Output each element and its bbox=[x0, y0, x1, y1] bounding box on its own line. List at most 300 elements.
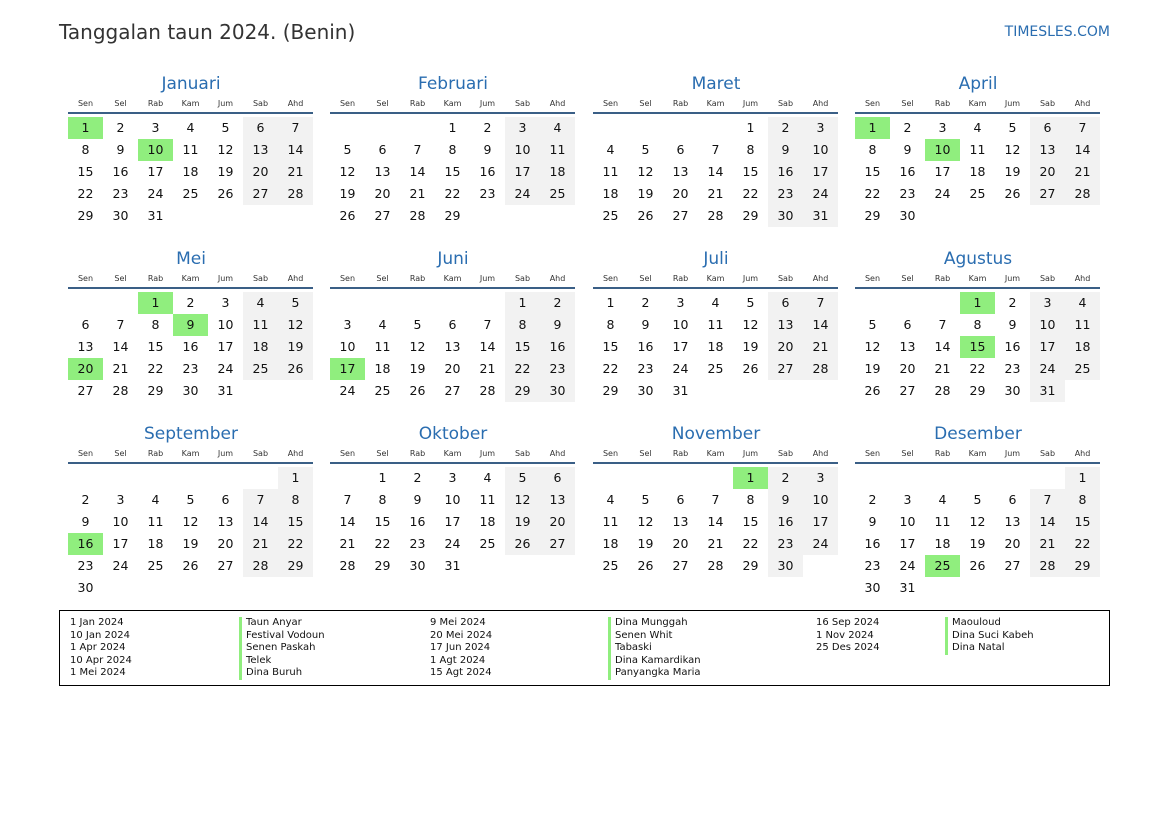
day-cell: 5 bbox=[221, 120, 230, 135]
month-name: Januari bbox=[161, 74, 221, 94]
day-cell: 8 bbox=[151, 317, 160, 332]
weekday-label: Sab bbox=[777, 274, 794, 283]
day-cell: 14 bbox=[339, 514, 356, 529]
day-cell: 15 bbox=[864, 164, 881, 179]
day-cell: 8 bbox=[81, 142, 90, 157]
day-cell: 26 bbox=[409, 383, 426, 398]
day-cell: 21 bbox=[243, 533, 278, 555]
day-cell: 28 bbox=[479, 383, 496, 398]
day-cell: 24 bbox=[899, 558, 916, 573]
day-cell: 30 bbox=[864, 580, 881, 595]
month-divider bbox=[68, 287, 313, 289]
day-cell: 12 bbox=[409, 339, 426, 354]
day-cell: 9 bbox=[868, 514, 877, 529]
weekday-label: Ahd bbox=[287, 449, 304, 458]
day-cell: 8 bbox=[1065, 489, 1100, 511]
day-cell: 29 bbox=[969, 383, 986, 398]
day-cell: 23 bbox=[112, 186, 129, 201]
day-cell: 17 bbox=[803, 161, 838, 183]
day-cell: 29 bbox=[864, 208, 881, 223]
holiday-name: Tabaski bbox=[608, 642, 701, 655]
weekday-label: Rab bbox=[934, 449, 951, 458]
empty-cell bbox=[103, 292, 138, 314]
day-cell: 8 bbox=[278, 489, 313, 511]
month-divider bbox=[593, 112, 838, 114]
month-name: Juli bbox=[703, 249, 729, 269]
day-cell: 19 bbox=[969, 536, 986, 551]
day-cell: 16 bbox=[540, 336, 575, 358]
day-cell: 23 bbox=[182, 361, 199, 376]
day-cell: 29 bbox=[444, 208, 461, 223]
day-cell: 1 bbox=[746, 120, 755, 135]
holiday-date: 16 Sep 2024 bbox=[816, 617, 880, 628]
empty-cell bbox=[400, 292, 435, 314]
day-cell: 11 bbox=[602, 514, 619, 529]
day-grid bbox=[68, 117, 314, 227]
day-cell: 11 bbox=[934, 514, 951, 529]
weekday-label: Sab bbox=[514, 449, 531, 458]
day-cell: 4 bbox=[540, 117, 575, 139]
day-cell: 10 bbox=[444, 492, 461, 507]
weekday-header bbox=[593, 97, 839, 110]
month-name: Juni bbox=[437, 249, 469, 269]
weekday-label: Ahd bbox=[549, 99, 566, 108]
day-cell: 1 bbox=[505, 292, 540, 314]
empty-cell bbox=[365, 117, 400, 139]
weekday-label: Sab bbox=[777, 99, 794, 108]
day-cell: 11 bbox=[147, 514, 164, 529]
weekday-header bbox=[330, 447, 576, 460]
month-desember bbox=[855, 422, 1101, 599]
holiday-name: Dina Kamardikan bbox=[608, 655, 701, 668]
day-cell: 5 bbox=[413, 317, 422, 332]
day-cell: 24 bbox=[803, 183, 838, 205]
day-cell: 10 bbox=[339, 339, 356, 354]
holiday-name: Taun Anyar bbox=[239, 617, 325, 630]
day-cell: 20 bbox=[217, 536, 234, 551]
day-cell: 2 bbox=[483, 120, 492, 135]
day-cell: 6 bbox=[243, 117, 278, 139]
weekday-label: Ahd bbox=[287, 274, 304, 283]
day-cell: 11 bbox=[182, 142, 199, 157]
day-cell: 30 bbox=[540, 380, 575, 402]
day-cell: 27 bbox=[77, 383, 94, 398]
month-divider bbox=[855, 462, 1100, 464]
holiday-day-cell: 15 bbox=[960, 336, 995, 358]
day-cell: 18 bbox=[602, 536, 619, 551]
empty-cell bbox=[890, 292, 925, 314]
day-cell: 21 bbox=[934, 361, 951, 376]
day-cell: 22 bbox=[742, 186, 759, 201]
day-cell: 10 bbox=[505, 139, 540, 161]
day-cell: 21 bbox=[409, 186, 426, 201]
day-cell: 26 bbox=[505, 533, 540, 555]
day-cell: 26 bbox=[637, 558, 654, 573]
weekday-label: Kam bbox=[443, 99, 462, 108]
day-cell: 19 bbox=[864, 361, 881, 376]
legend-names bbox=[608, 617, 701, 680]
day-cell: 3 bbox=[343, 317, 352, 332]
day-cell: 30 bbox=[77, 580, 94, 595]
legend-dates bbox=[430, 617, 492, 680]
day-cell: 14 bbox=[707, 514, 724, 529]
holiday-date: 1 Nov 2024 bbox=[816, 629, 874, 641]
day-cell: 24 bbox=[147, 186, 164, 201]
day-cell: 24 bbox=[934, 186, 951, 201]
month-name: November bbox=[671, 424, 761, 444]
day-cell: 8 bbox=[448, 142, 457, 157]
day-cell: 21 bbox=[339, 536, 356, 551]
day-cell: 3 bbox=[1030, 292, 1065, 314]
empty-cell bbox=[68, 292, 103, 314]
day-cell: 2 bbox=[768, 467, 803, 489]
month-name: Oktober bbox=[418, 424, 488, 444]
holiday-day-cell: 25 bbox=[925, 555, 960, 577]
day-cell: 18 bbox=[147, 536, 164, 551]
day-cell: 15 bbox=[602, 339, 619, 354]
day-cell: 24 bbox=[444, 536, 461, 551]
weekday-label: Jum bbox=[742, 274, 759, 283]
day-cell: 29 bbox=[742, 558, 759, 573]
day-cell: 16 bbox=[637, 339, 654, 354]
day-cell: 28 bbox=[339, 558, 356, 573]
weekday-label: Jum bbox=[1004, 449, 1021, 458]
month-april bbox=[855, 72, 1101, 227]
day-cell: 28 bbox=[1065, 183, 1100, 205]
month-agustus bbox=[855, 247, 1101, 402]
holiday-date: 1 Jan 2024 bbox=[70, 617, 124, 628]
weekday-label: Kam bbox=[968, 274, 987, 283]
day-cell: 1 bbox=[378, 470, 387, 485]
empty-cell bbox=[628, 467, 663, 489]
weekday-header bbox=[593, 272, 839, 285]
day-cell: 21 bbox=[112, 361, 129, 376]
day-cell: 16 bbox=[768, 511, 803, 533]
month-juli bbox=[593, 247, 839, 402]
day-cell: 7 bbox=[243, 489, 278, 511]
day-cell: 11 bbox=[540, 139, 575, 161]
day-cell: 13 bbox=[1004, 514, 1021, 529]
day-cell: 5 bbox=[868, 317, 877, 332]
day-cell: 15 bbox=[444, 164, 461, 179]
weekday-label: Rab bbox=[409, 449, 426, 458]
holiday-day-cell: 1 bbox=[855, 117, 890, 139]
day-cell: 8 bbox=[746, 142, 755, 157]
day-cell: 25 bbox=[969, 186, 986, 201]
day-cell: 13 bbox=[672, 164, 689, 179]
day-cell: 16 bbox=[768, 161, 803, 183]
day-cell: 15 bbox=[374, 514, 391, 529]
day-cell: 7 bbox=[1030, 489, 1065, 511]
day-cell: 27 bbox=[243, 183, 278, 205]
day-cell: 21 bbox=[707, 536, 724, 551]
day-cell: 31 bbox=[217, 383, 234, 398]
holiday-name: Dina Suci Kabeh bbox=[945, 630, 1034, 643]
month-name: Mei bbox=[176, 249, 206, 269]
day-cell: 5 bbox=[505, 467, 540, 489]
weekday-label: Jum bbox=[1004, 99, 1021, 108]
day-cell: 18 bbox=[707, 339, 724, 354]
day-cell: 21 bbox=[1030, 533, 1065, 555]
holiday-date: 15 Agt 2024 bbox=[430, 667, 492, 678]
weekday-label: Jum bbox=[217, 99, 234, 108]
day-cell: 6 bbox=[81, 317, 90, 332]
day-cell: 12 bbox=[505, 489, 540, 511]
day-cell: 8 bbox=[606, 317, 615, 332]
day-cell: 23 bbox=[637, 361, 654, 376]
day-cell: 12 bbox=[969, 514, 986, 529]
day-cell: 17 bbox=[803, 511, 838, 533]
day-cell: 27 bbox=[899, 383, 916, 398]
weekday-label: Sen bbox=[339, 99, 356, 108]
weekday-label: Sen bbox=[602, 99, 619, 108]
day-cell: 11 bbox=[243, 314, 278, 336]
day-cell: 12 bbox=[217, 142, 234, 157]
day-cell: 22 bbox=[1065, 533, 1100, 555]
weekday-label: Sen bbox=[864, 274, 881, 283]
day-cell: 29 bbox=[77, 208, 94, 223]
month-februari bbox=[330, 72, 576, 227]
empty-cell bbox=[698, 117, 733, 139]
weekday-label: Jum bbox=[1004, 274, 1021, 283]
empty-cell bbox=[243, 467, 278, 489]
weekday-label: Sen bbox=[77, 99, 94, 108]
holiday-day-cell: 16 bbox=[68, 533, 103, 555]
day-cell: 27 bbox=[768, 358, 803, 380]
weekday-label: Rab bbox=[409, 99, 426, 108]
weekday-label: Ahd bbox=[549, 449, 566, 458]
day-cell: 26 bbox=[182, 558, 199, 573]
empty-cell bbox=[330, 292, 365, 314]
holiday-legend bbox=[59, 610, 1110, 686]
day-cell: 10 bbox=[217, 317, 234, 332]
day-cell: 25 bbox=[479, 536, 496, 551]
holiday-name: Dina Buruh bbox=[239, 667, 325, 680]
day-cell: 28 bbox=[707, 558, 724, 573]
weekday-label: Sab bbox=[514, 274, 531, 283]
day-cell: 4 bbox=[186, 120, 195, 135]
day-cell: 22 bbox=[505, 358, 540, 380]
month-divider bbox=[330, 462, 575, 464]
day-cell: 27 bbox=[672, 558, 689, 573]
weekday-label: Jum bbox=[742, 99, 759, 108]
empty-cell bbox=[1030, 467, 1065, 489]
weekday-label: Kam bbox=[181, 99, 200, 108]
day-cell: 5 bbox=[641, 492, 650, 507]
weekday-label: Sab bbox=[1039, 274, 1056, 283]
day-cell: 2 bbox=[540, 292, 575, 314]
day-cell: 31 bbox=[1030, 380, 1065, 402]
weekday-label: Sel bbox=[376, 449, 389, 458]
day-grid bbox=[855, 292, 1101, 402]
day-cell: 7 bbox=[278, 117, 313, 139]
day-cell: 21 bbox=[803, 336, 838, 358]
day-cell: 5 bbox=[278, 292, 313, 314]
day-cell: 18 bbox=[540, 161, 575, 183]
day-grid bbox=[593, 117, 839, 227]
day-cell: 18 bbox=[182, 164, 199, 179]
day-cell: 28 bbox=[1030, 555, 1065, 577]
day-grid bbox=[855, 117, 1101, 227]
day-cell: 12 bbox=[1004, 142, 1021, 157]
day-cell: 29 bbox=[742, 208, 759, 223]
month-name: September bbox=[144, 424, 238, 444]
month-divider bbox=[855, 112, 1100, 114]
day-cell: 27 bbox=[1004, 558, 1021, 573]
weekday-label: Sab bbox=[514, 99, 531, 108]
day-cell: 4 bbox=[606, 492, 615, 507]
day-cell: 25 bbox=[707, 361, 724, 376]
day-cell: 23 bbox=[479, 186, 496, 201]
month-name: Februari bbox=[418, 74, 488, 94]
day-cell: 29 bbox=[147, 383, 164, 398]
weekday-label: Jum bbox=[217, 274, 234, 283]
day-cell: 29 bbox=[505, 380, 540, 402]
holiday-name: Senen Whit bbox=[608, 630, 701, 643]
day-cell: 20 bbox=[374, 186, 391, 201]
day-cell: 2 bbox=[116, 120, 125, 135]
day-cell: 15 bbox=[505, 336, 540, 358]
weekday-label: Rab bbox=[409, 274, 426, 283]
day-cell: 13 bbox=[77, 339, 94, 354]
day-cell: 9 bbox=[540, 314, 575, 336]
page-title: Tanggalan taun 2024. (Benin) bbox=[59, 20, 356, 44]
day-cell: 12 bbox=[182, 514, 199, 529]
day-cell: 26 bbox=[1004, 186, 1021, 201]
day-cell: 16 bbox=[409, 514, 426, 529]
site-link[interactable]: TIMESLES.COM bbox=[1004, 24, 1110, 40]
day-cell: 16 bbox=[479, 164, 496, 179]
day-cell: 9 bbox=[413, 492, 422, 507]
weekday-label: Sel bbox=[901, 274, 914, 283]
day-cell: 13 bbox=[899, 339, 916, 354]
day-cell: 7 bbox=[1065, 117, 1100, 139]
day-cell: 2 bbox=[1008, 295, 1017, 310]
day-cell: 30 bbox=[768, 205, 803, 227]
day-cell: 21 bbox=[278, 161, 313, 183]
day-grid bbox=[330, 292, 576, 402]
day-cell: 8 bbox=[868, 142, 877, 157]
day-cell: 11 bbox=[374, 339, 391, 354]
day-cell: 2 bbox=[903, 120, 912, 135]
day-cell: 17 bbox=[934, 164, 951, 179]
day-cell: 27 bbox=[540, 533, 575, 555]
weekday-label: Sab bbox=[252, 99, 269, 108]
day-cell: 23 bbox=[1004, 361, 1021, 376]
weekday-header bbox=[68, 272, 314, 285]
holiday-name: Panyangka Maria bbox=[608, 667, 701, 680]
day-cell: 31 bbox=[803, 205, 838, 227]
day-cell: 28 bbox=[243, 555, 278, 577]
weekday-label: Kam bbox=[443, 449, 462, 458]
day-cell: 6 bbox=[676, 492, 685, 507]
month-januari bbox=[68, 72, 314, 227]
empty-cell bbox=[995, 467, 1030, 489]
day-cell: 3 bbox=[448, 470, 457, 485]
day-cell: 30 bbox=[1004, 383, 1021, 398]
holiday-date: 20 Mei 2024 bbox=[430, 629, 493, 641]
day-cell: 7 bbox=[938, 317, 947, 332]
day-cell: 9 bbox=[483, 142, 492, 157]
holiday-day-cell: 20 bbox=[68, 358, 103, 380]
day-cell: 28 bbox=[278, 183, 313, 205]
day-cell: 6 bbox=[448, 317, 457, 332]
day-cell: 2 bbox=[186, 295, 195, 310]
day-cell: 10 bbox=[1030, 314, 1065, 336]
day-cell: 7 bbox=[413, 142, 422, 157]
empty-cell bbox=[435, 292, 470, 314]
day-cell: 2 bbox=[868, 492, 877, 507]
day-cell: 12 bbox=[339, 164, 356, 179]
holiday-day-cell: 10 bbox=[925, 139, 960, 161]
day-cell: 22 bbox=[374, 536, 391, 551]
day-grid bbox=[68, 292, 314, 402]
day-cell: 17 bbox=[672, 339, 689, 354]
weekday-label: Sel bbox=[901, 99, 914, 108]
month-mei bbox=[68, 247, 314, 402]
weekday-label: Sel bbox=[376, 99, 389, 108]
day-cell: 6 bbox=[768, 292, 803, 314]
day-cell: 21 bbox=[707, 186, 724, 201]
month-name: Maret bbox=[691, 74, 741, 94]
day-cell: 19 bbox=[742, 339, 759, 354]
day-cell: 24 bbox=[112, 558, 129, 573]
weekday-label: Rab bbox=[147, 449, 164, 458]
day-cell: 6 bbox=[221, 492, 230, 507]
day-cell: 1 bbox=[606, 295, 615, 310]
day-cell: 20 bbox=[672, 536, 689, 551]
day-cell: 4 bbox=[1065, 292, 1100, 314]
day-cell: 15 bbox=[77, 164, 94, 179]
weekday-label: Rab bbox=[934, 274, 951, 283]
month-divider bbox=[593, 462, 838, 464]
day-cell: 9 bbox=[81, 514, 90, 529]
weekday-label: Sel bbox=[376, 274, 389, 283]
day-cell: 4 bbox=[151, 492, 160, 507]
weekday-header bbox=[855, 272, 1101, 285]
day-cell: 7 bbox=[343, 492, 352, 507]
holiday-date: 1 Apr 2024 bbox=[70, 642, 126, 653]
day-cell: 4 bbox=[483, 470, 492, 485]
holiday-name: Maouloud bbox=[945, 617, 1034, 630]
empty-cell bbox=[593, 467, 628, 489]
day-cell: 21 bbox=[1065, 161, 1100, 183]
day-cell: 18 bbox=[479, 514, 496, 529]
day-cell: 2 bbox=[81, 492, 90, 507]
day-cell: 9 bbox=[768, 489, 803, 511]
day-cell: 22 bbox=[77, 186, 94, 201]
weekday-label: Sen bbox=[864, 99, 881, 108]
day-cell: 16 bbox=[182, 339, 199, 354]
day-cell: 11 bbox=[602, 164, 619, 179]
day-cell: 5 bbox=[1008, 120, 1017, 135]
weekday-label: Jum bbox=[479, 99, 496, 108]
day-grid bbox=[68, 467, 314, 599]
holiday-date: 10 Apr 2024 bbox=[70, 654, 132, 666]
month-divider bbox=[330, 287, 575, 289]
day-cell: 13 bbox=[374, 164, 391, 179]
day-cell: 3 bbox=[938, 120, 947, 135]
day-cell: 3 bbox=[903, 492, 912, 507]
day-cell: 15 bbox=[742, 164, 759, 179]
day-cell: 26 bbox=[278, 358, 313, 380]
day-cell: 11 bbox=[1065, 314, 1100, 336]
day-cell: 7 bbox=[711, 492, 720, 507]
day-cell: 30 bbox=[182, 383, 199, 398]
day-cell: 15 bbox=[147, 339, 164, 354]
day-cell: 24 bbox=[505, 183, 540, 205]
weekday-label: Sel bbox=[114, 449, 127, 458]
